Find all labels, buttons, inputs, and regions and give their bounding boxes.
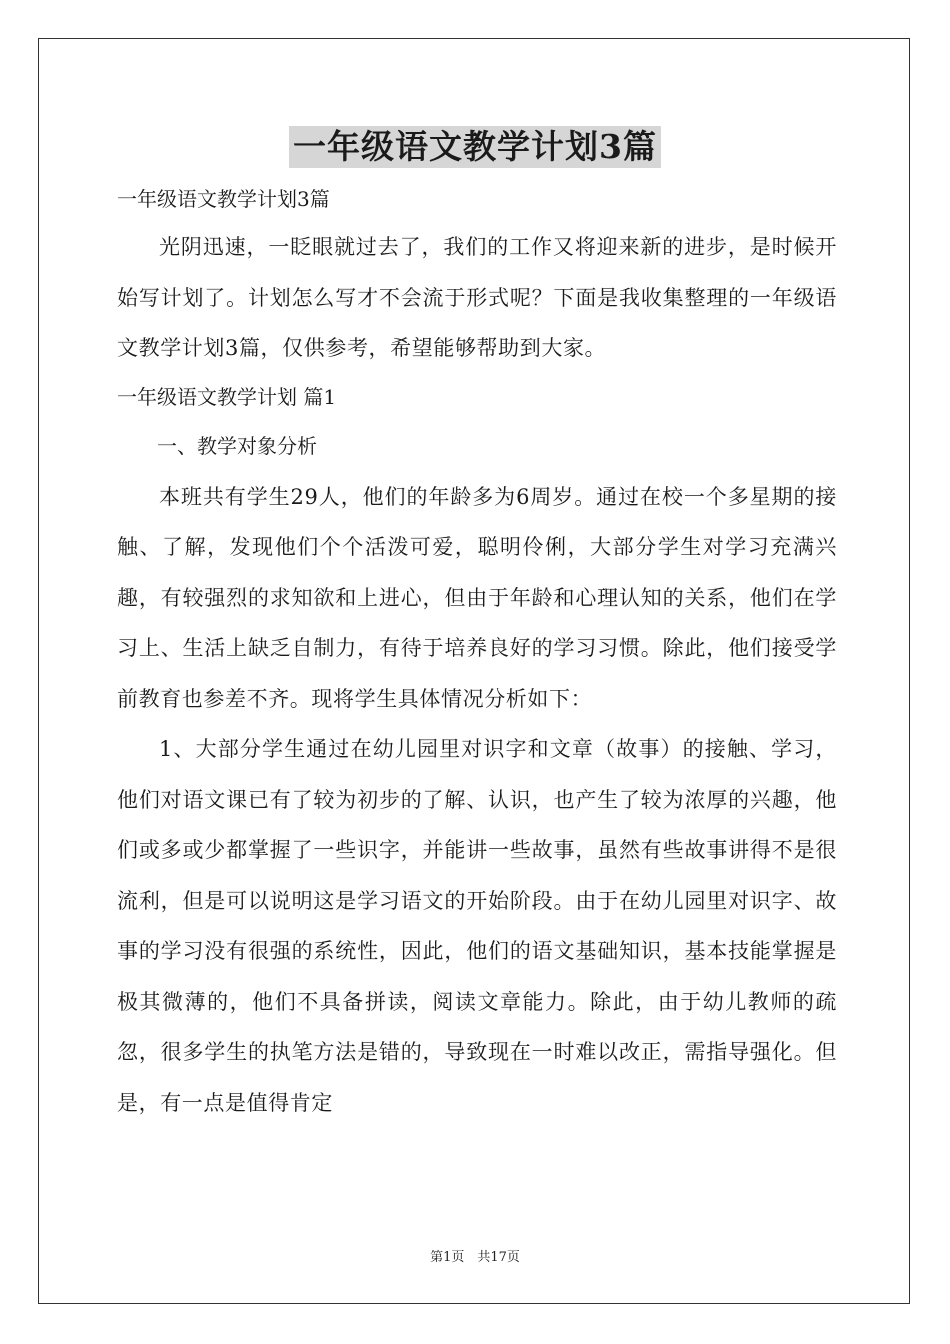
title-container	[0, 126, 950, 168]
document-title: 一年级语文教学计划3篇	[289, 126, 661, 168]
body-paragraph-2: 1、大部分学生通过在幼儿园里对识字和文章（故事）的接触、学习，他们对语文课已有了较为初步的了解、认识，也产生了较为浓厚的兴趣，他们或多或少都掌握了一些识字，并能讲一些故事，虽然有些故事讲得不是很流利，但是可以说明这是学习语文的开始阶段。由于在幼儿园里对识字、故事的学习没有很强的系统性，因此，他们的语文基础知识，基本技能掌握是极其微薄的，他们不具备拼读，阅读文章能力。除此，由于幼儿教师的疏忽，很多学生的执笔方法是错的，导致现在一时难以改正，需指导强化。但是，有一点是值得肯定	[117, 737, 837, 1115]
document-body	[117, 176, 837, 1128]
section-title: 一年级语文教学计划 篇1	[117, 384, 337, 409]
page-footer: 第1页 共17页	[430, 1250, 520, 1265]
intro-paragraph: 光阴迅速，一眨眼就过去了，我们的工作又将迎来新的进步，是时候开始写计划了。计划怎么写才不会流于形式呢？下面是我收集整理的一年级语文教学计划3篇，仅供参考，希望能够帮助到大家。	[117, 235, 837, 360]
body-paragraph-1: 本班共有学生29人，他们的年龄多为6周岁。通过在校一个多星期的接触、了解，发现他们个个活泼可爱，聪明伶俐，大部分学生对学习充满兴趣，有较强烈的求知欲和上进心，但由于年龄和心理认知的关系，他们在学习上、生活上缺乏自制力，有待于培养良好的学习习惯。除此，他们接受学前教育也参差不齐。现将学生具体情况分析如下：	[117, 484, 837, 711]
document-subtitle: 一年级语文教学计划3篇	[117, 187, 330, 211]
section-heading: 一、教学对象分析	[157, 433, 317, 458]
